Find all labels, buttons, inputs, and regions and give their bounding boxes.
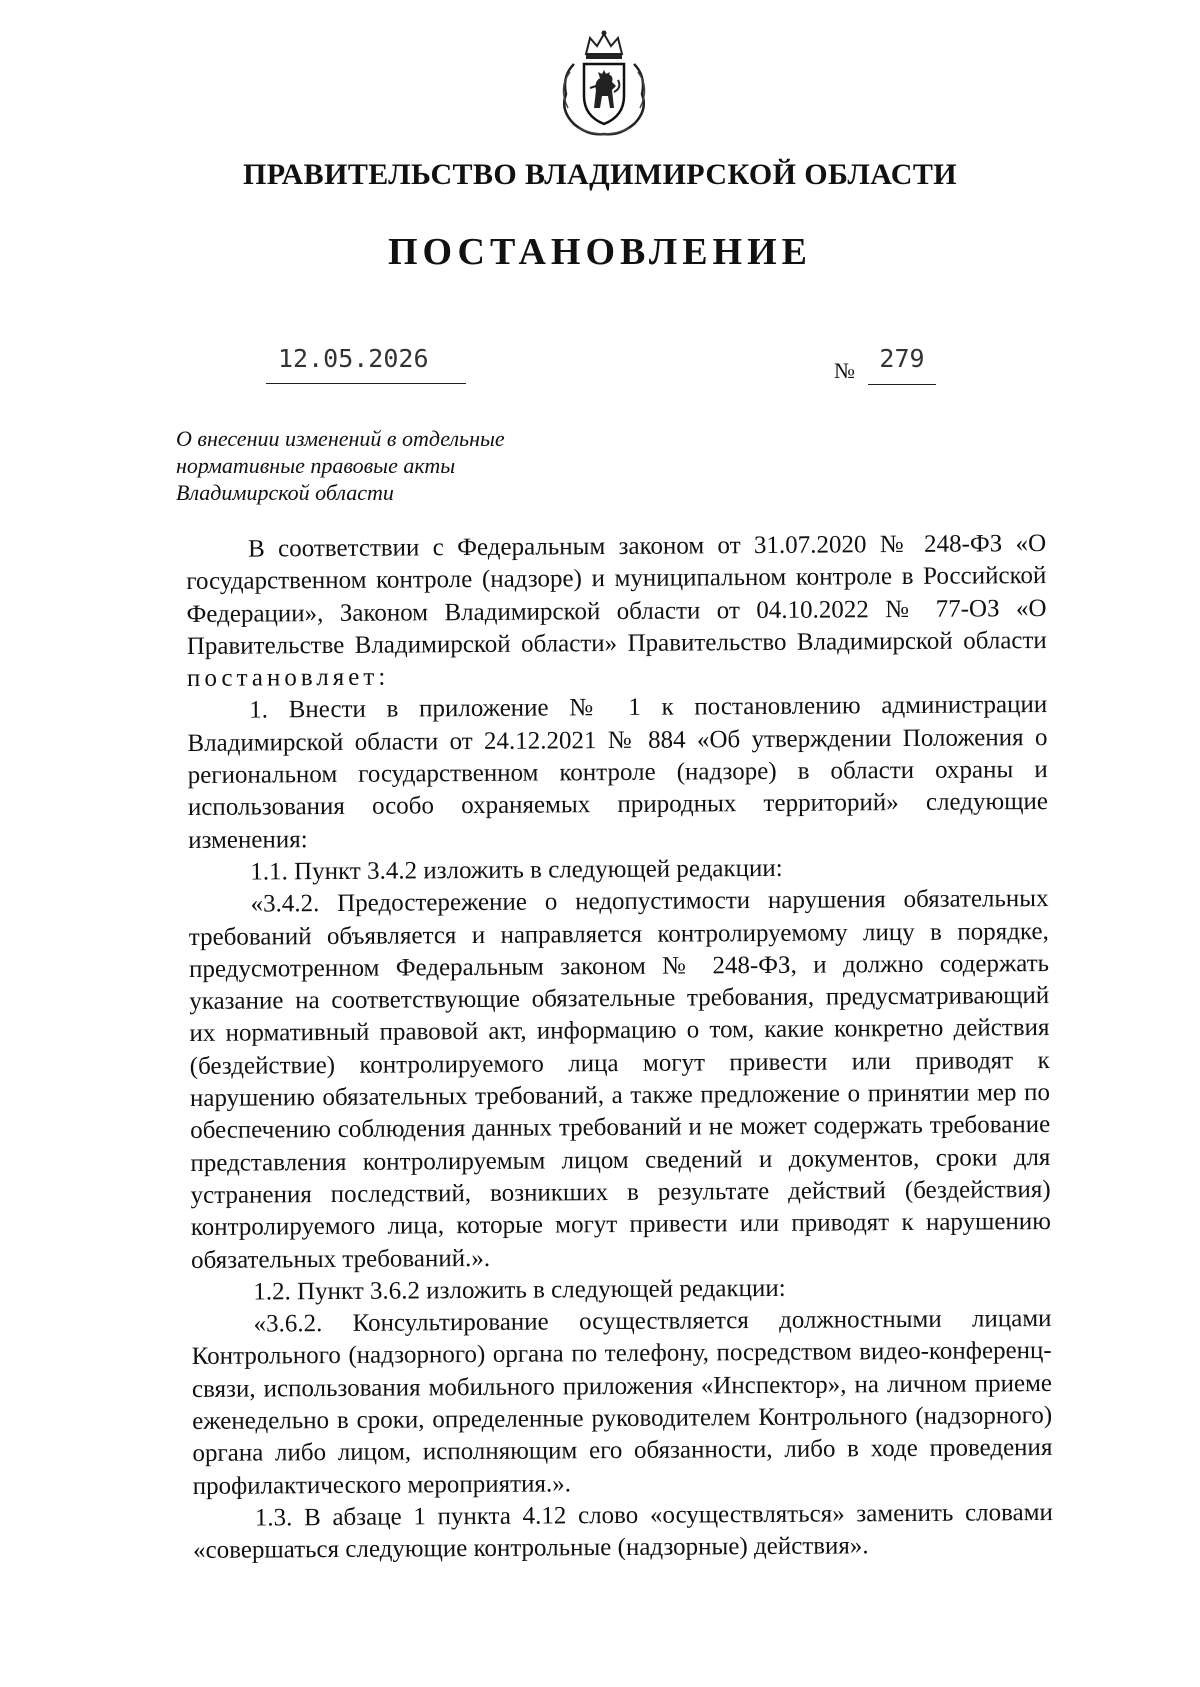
paragraph-1-3: 1.3. В абзаце 1 пункта 4.12 слово «осуществляться» заменить словами «совершаться следующие контрольные (надзорные) действия». xyxy=(193,1498,1053,1565)
paragraph-1-2: 1.2. Пункт 3.6.2 изложить в следующей редакции: xyxy=(253,1274,786,1306)
number-sign: № xyxy=(834,358,855,383)
coat-of-arms-icon xyxy=(544,28,664,140)
paragraph-1: 1. Внести в приложение № 1 к постановлению администрации Владимирской области от 24.12.2021 № 884 «Об утверждении Положения о региональном государственном контроле (надзоре) в области охраны и использования особо охраняемых природных территорий» следующие изменения: xyxy=(187,691,1048,854)
paragraph-1-1: 1.1. Пункт 3.4.2 изложить в следующей редакции: xyxy=(250,854,783,886)
document-type: ПОСТАНОВЛЕНИЕ xyxy=(387,231,813,273)
date-field xyxy=(266,340,466,384)
number-underline xyxy=(868,384,936,385)
paragraph-1-1-text: «3.4.2. Предостережение о недопустимости нарушения обязательных требований объявляется и направляется контролируемому лицу в порядке, предусмотренном Федеральным законом № 248-ФЗ, и должно содержать указание на соответствующие обязательные требования, предусматривающий их нормативный правовой акт, информацию о том, какие конкретно действия (бездействие) контролируемого лица могут привести или приводят к нарушению обязательных требований, а также предложение о принятии мер по обеспечению соблюдения данных требований и не может содержать требование представления контролируемым лицом сведений и документов, сроки для устранения последствий, возникших в результате действий (бездействия) контролируемого лица, которые могут привести или приводят к нарушению обязательных требований.». xyxy=(188,885,1051,1274)
document-date: 12.05.2026 xyxy=(278,344,429,373)
number-field xyxy=(868,340,936,385)
document-number: 279 xyxy=(879,344,925,373)
preamble-text: В соответствии с Федеральным законом от 31.07.2020 № 248-ФЗ «О государственном контроле (надзоре) и муниципальном контроле в Российской Федерации», Законом Владимирской области от 04.10.2022 № 77-ОЗ «О Правительстве Владимирской области» Правительство Владимирской области xyxy=(186,529,1047,660)
subject-line: О внесении изменений в отдельные xyxy=(176,426,505,451)
subject-line: Владимирской области xyxy=(176,480,394,505)
organization-name: ПРАВИТЕЛЬСТВО ВЛАДИМИРСКОЙ ОБЛАСТИ xyxy=(242,158,957,191)
date-underline xyxy=(266,383,466,384)
document-body xyxy=(186,528,1053,1567)
subject-line: нормативные правовые акты xyxy=(176,453,456,478)
preamble-paragraph xyxy=(186,528,1047,695)
paragraph-1-2-text: «3.6.2. Консультирование осуществляется должностными лицами Контрольного (надзорного) органа по телефону, посредством видео-конференц-связи, использования мобильного приложения «Инспектор», на личном приеме еженедельно в сроки, определенные руководителем Контрольного (надзорного) органа либо лицом, исполняющим его обязанности, либо в ходе проведения профилактического мероприятия.». xyxy=(191,1305,1053,1500)
decree-word: постановляет: xyxy=(186,663,390,693)
document-subject xyxy=(176,425,596,506)
